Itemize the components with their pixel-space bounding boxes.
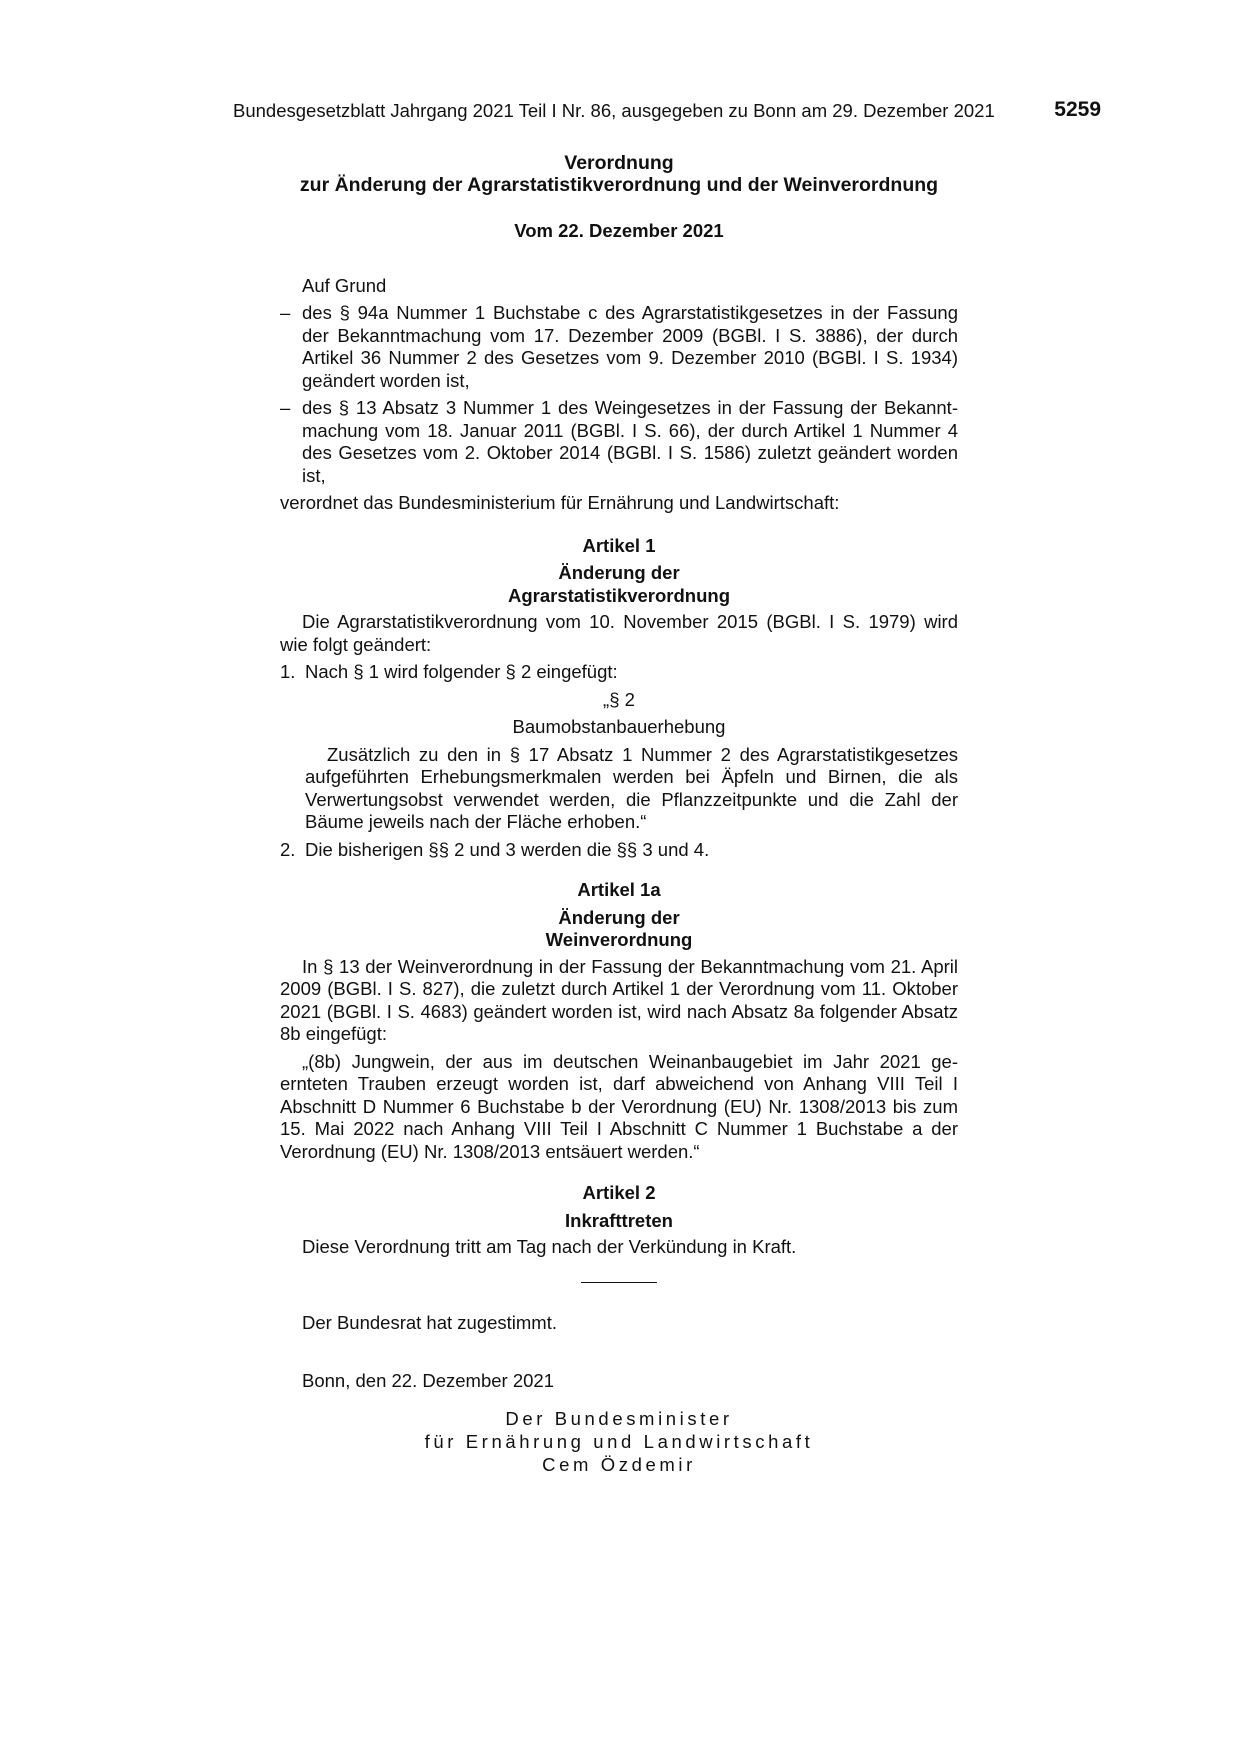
article-1-subtitle-line-1: Änderung der: [558, 562, 680, 583]
item-text: Die bisherigen §§ 2 und 3 werden die §§ 3 und 4.: [305, 838, 710, 860]
article-1a-inserted-text: „(8b) Jungwein, der aus im deutschen Weinanbaugebiet im Jahr 2021 geernteten Trauben erzeugt worden ist, darf abweichend von Anhang VIII Teil I Abschnitt D Nummer 6 Buchstabe b der Verordnung (EU) Nr. 1308/2013 bis zum 15. Mai 2022 nach Anhang VIII Teil I Abschnitt C Nummer 1 Buchstabe a der Verordnung (EU) Nr. 1308/2013 entsäuert werden.“: [280, 1050, 958, 1162]
separator-rule: [581, 1282, 657, 1283]
preamble-item: [280, 397, 958, 487]
item-text: Nach § 1 wird folgender § 2 eingefügt:: [305, 661, 618, 682]
title-line-1: Verordnung: [564, 152, 674, 174]
page-number: 5259: [1054, 98, 1101, 121]
document-date: Vom 22. Dezember 2021: [514, 220, 724, 241]
signatory-name: Cem Özdemir: [542, 1453, 696, 1475]
signatory-title-line-2: für Ernährung und Landwirtschaft: [424, 1430, 814, 1452]
signatory-title-line-1: Der Bundesminister: [505, 1407, 733, 1429]
article-2-heading: Artikel 2: [582, 1182, 656, 1203]
preamble-intro: Auf Grund: [302, 274, 387, 296]
article-1-subtitle: [280, 562, 958, 607]
dash-marker: –: [280, 302, 291, 323]
signature-block: [280, 1407, 958, 1476]
preamble-item-text: des § 13 Absatz 3 Nummer 1 des Weingesetzes in der Fassung der Bekanntmachung vom 18. Januar 2011 (BGBl. I S. 66), der durch Artikel 1 Nummer 4 des Gesetzes vom 2. Oktober 2014 (BGBl. I S. 1586) zuletzt geändert worden ist,: [302, 397, 958, 486]
bundesrat-consent: Der Bundesrat hat zugestimmt.: [302, 1311, 557, 1333]
place-and-date: Bonn, den 22. Dezember 2021: [302, 1370, 554, 1391]
inserted-paragraph-number: „§ 2: [603, 688, 635, 710]
inserted-paragraph-body: Zusätzlich zu den in § 17 Absatz 1 Nummer 2 des Agrarstatistikgesetzes aufgeführten Erhebungsmerkmalen werden bei Äpfeln und Birnen, die als Verwertungsobst verwendet werden, die Pflanzzeitpunkte und die Zahl der Bäume jeweils nach der Fläche erhoben.“: [305, 743, 958, 832]
title-line-2: zur Änderung der Agrarstatistikverordnung und der Weinverordnung: [299, 174, 939, 196]
inserted-paragraph-heading: Baumobstanbauerhebung: [512, 716, 726, 737]
dash-marker: –: [280, 397, 291, 418]
inserted-paragraph-text: [280, 744, 958, 834]
preamble-item: [280, 302, 958, 392]
list-item: [280, 661, 958, 684]
article-1a-intro: In § 13 der Weinverordnung in der Fassung der Bekanntmachung vom 21. April 2009 (BGBl. I S. 827), die zuletzt durch Artikel 1 der Verordnung vom 11. Oktober 2021 (BGBl. I S. 4683) geändert worden ist, wird nach Absatz 8a folgender Absatz 8b eingefügt:: [280, 955, 958, 1044]
article-1a-heading: Artikel 1a: [577, 879, 661, 900]
list-item: [280, 839, 958, 862]
preamble-closing: verordnet das Bundesministerium für Ernährung und Landwirtschaft:: [280, 492, 840, 513]
preamble-item-text: des § 94a Nummer 1 Buchstabe c des Agrarstatistikgesetzes in der Fassung der Bekanntmachung vom 17. Dezember 2009 (BGBl. I S. 3886), der durch Artikel 36 Nummer 2 des Gesetzes vom 9. Dezember 2010 (BGBl. I S. 1934) geändert worden ist,: [302, 302, 958, 391]
article-2-subtitle: Inkrafttreten: [565, 1209, 673, 1231]
article-1-heading: Artikel 1: [582, 534, 656, 556]
article-1-intro: Die Agrarstatistikverordnung vom 10. November 2015 (BGBl. I S. 1979) wird wie folgt geändert:: [280, 611, 958, 655]
article-1a-subtitle-line-2: Weinverordnung: [545, 929, 693, 950]
document-body: [280, 152, 958, 1476]
running-header: [233, 100, 1101, 122]
item-number: 1.: [280, 661, 296, 682]
article-1-subtitle-line-2: Agrarstatistikverordnung: [507, 584, 731, 606]
article-1a-subtitle-line-1: Änderung der: [558, 906, 680, 928]
item-number: 2.: [280, 838, 296, 860]
document-title: [280, 152, 958, 196]
running-title: Bundesgesetzblatt Jahrgang 2021 Teil I Nr. 86, ausgegeben zu Bonn am 29. Dezember 2021: [233, 100, 995, 121]
article-1a-subtitle: [280, 907, 958, 952]
article-2-text: Diese Verordnung tritt am Tag nach der Verkündung in Kraft.: [302, 1236, 797, 1257]
